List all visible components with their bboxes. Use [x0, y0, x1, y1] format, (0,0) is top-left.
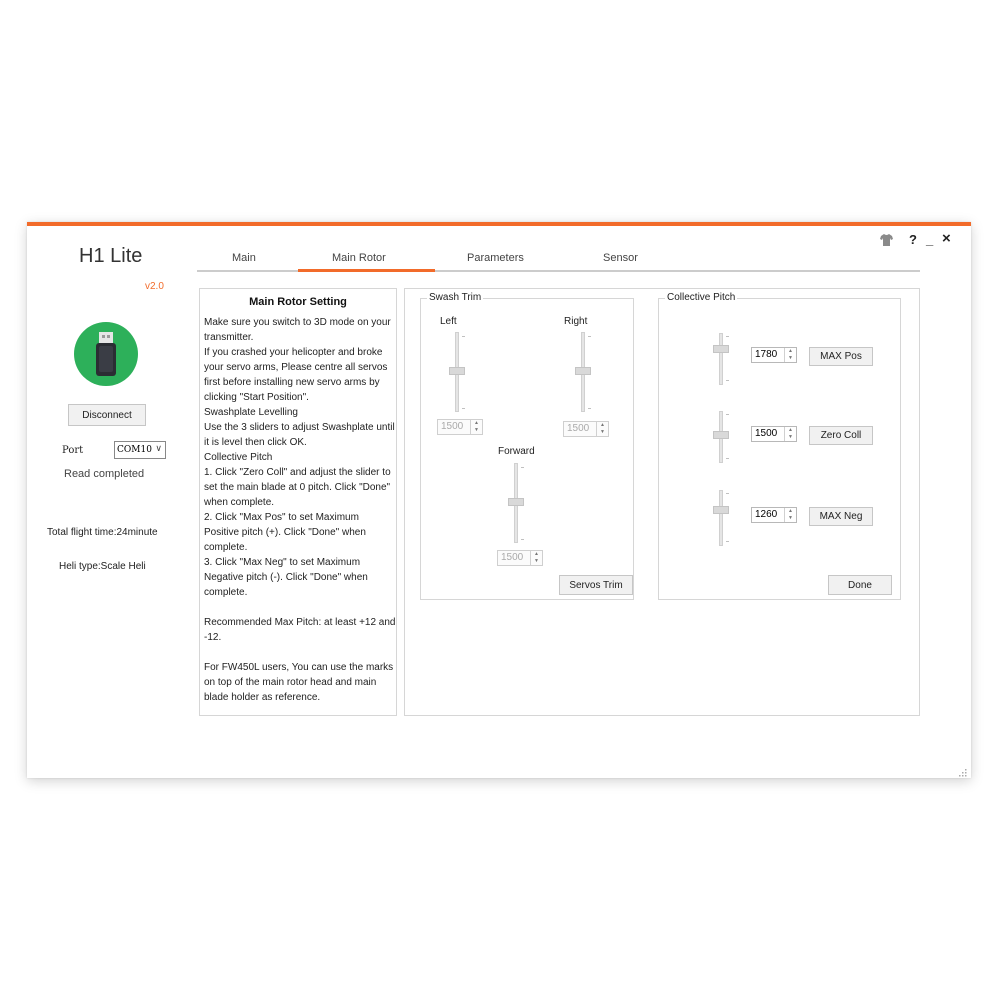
left-trim-spinbox[interactable]	[437, 419, 483, 435]
max-neg-slider[interactable]	[710, 490, 732, 546]
right-trim-spinbox[interactable]	[563, 421, 609, 437]
port-select-value: COM10	[117, 445, 152, 455]
resize-grip-icon[interactable]	[957, 764, 967, 782]
port-label: Port	[62, 445, 84, 456]
slider-thumb[interactable]	[508, 498, 524, 506]
spin-arrows-icon[interactable]: ▲ ▼	[784, 508, 796, 522]
app-title: H1 Lite	[79, 245, 143, 267]
spin-arrows-icon[interactable]: ▲ ▼	[784, 427, 796, 441]
forward-trim-value: 1500	[501, 552, 524, 563]
left-trim-slider[interactable]	[446, 332, 468, 412]
instructions-title: Main Rotor Setting	[249, 296, 347, 308]
zero-coll-value: 1500	[755, 428, 778, 439]
port-select[interactable]	[114, 441, 166, 459]
right-slider-label: Right	[564, 316, 588, 327]
max-neg-button[interactable]: MAX Neg	[809, 507, 873, 526]
forward-slider-label: Forward	[498, 446, 535, 457]
swash-trim-group	[420, 292, 634, 600]
app-window	[27, 222, 971, 778]
spin-arrows-icon[interactable]: ▲ ▼	[784, 348, 796, 362]
zero-coll-button[interactable]: Zero Coll	[809, 426, 873, 445]
instructions-panel	[199, 288, 397, 716]
slider-thumb[interactable]	[575, 367, 591, 375]
close-button[interactable]: ×	[942, 230, 951, 247]
left-trim-value: 1500	[441, 421, 464, 432]
collective-pitch-group	[658, 292, 901, 600]
heli-type: Heli type:Scale Heli	[59, 561, 146, 572]
help-icon[interactable]: ?	[909, 232, 917, 247]
servos-trim-button[interactable]: Servos Trim	[559, 575, 633, 595]
max-pos-button[interactable]: MAX Pos	[809, 347, 873, 366]
max-pos-spinbox[interactable]	[751, 347, 797, 363]
shirt-icon[interactable]	[880, 234, 893, 249]
tab-sensor[interactable]: Sensor	[603, 252, 638, 264]
minimize-button[interactable]: _	[926, 232, 934, 247]
spin-arrows-icon[interactable]: ▲ ▼	[596, 422, 608, 436]
slider-thumb[interactable]	[713, 506, 729, 514]
instructions-text: Make sure you switch to 3D mode on your transmitter. If you crashed your helicopter and broke your servo arms, Please centre all servos first before installing new servo arms by clicking "Start Position". Swashplate Levelling Use the 3 sliders to adjust Swashplate until it is level then click OK. Collective Pitch 1. Click "Zero Coll" and adjust the slider to set the main blade at 0 pitch. Click "Done" when complete. 2. Click "Max Pos" to set Maximum Positive pitch (+). Click "Done" when complete. 3. Click "Max Neg" to set Maximum Negative pitch (-). Click "Done" when complete. Recommended Max Pitch: at least +12 and -12. For FW450L users, You can use the marks on top of the main rotor head and main blade holder as reference.	[204, 317, 396, 703]
right-trim-slider[interactable]	[572, 332, 594, 412]
connection-status: Read completed	[64, 468, 145, 480]
done-button[interactable]: Done	[828, 575, 892, 595]
left-slider-label: Left	[440, 316, 457, 327]
tab-parameters[interactable]: Parameters	[467, 252, 524, 264]
chevron-down-icon: ∨	[155, 444, 162, 454]
active-tab-indicator	[298, 269, 435, 272]
usb-dongle-icon	[74, 322, 138, 386]
slider-thumb[interactable]	[449, 367, 465, 375]
max-neg-value: 1260	[755, 509, 778, 520]
spin-arrows-icon[interactable]: ▲ ▼	[530, 551, 542, 565]
rotor-settings-panel	[404, 288, 920, 716]
right-trim-value: 1500	[567, 423, 590, 434]
version-label: v2.0	[145, 281, 164, 292]
slider-thumb[interactable]	[713, 431, 729, 439]
zero-coll-spinbox[interactable]	[751, 426, 797, 442]
swash-trim-title: Swash Trim	[429, 292, 482, 303]
collective-pitch-title: Collective Pitch	[667, 292, 736, 303]
flight-time: Total flight time:24minute	[47, 527, 158, 538]
zero-coll-slider[interactable]	[710, 411, 732, 463]
forward-trim-spinbox[interactable]	[497, 550, 543, 566]
max-pos-value: 1780	[755, 349, 778, 360]
max-pos-slider[interactable]	[710, 333, 732, 385]
tab-main[interactable]: Main	[232, 252, 256, 264]
tab-main-rotor[interactable]: Main Rotor	[332, 252, 386, 264]
forward-trim-slider[interactable]	[505, 463, 527, 543]
disconnect-button[interactable]: Disconnect	[68, 404, 146, 426]
slider-thumb[interactable]	[713, 345, 729, 353]
spin-arrows-icon[interactable]: ▲ ▼	[470, 420, 482, 434]
max-neg-spinbox[interactable]	[751, 507, 797, 523]
